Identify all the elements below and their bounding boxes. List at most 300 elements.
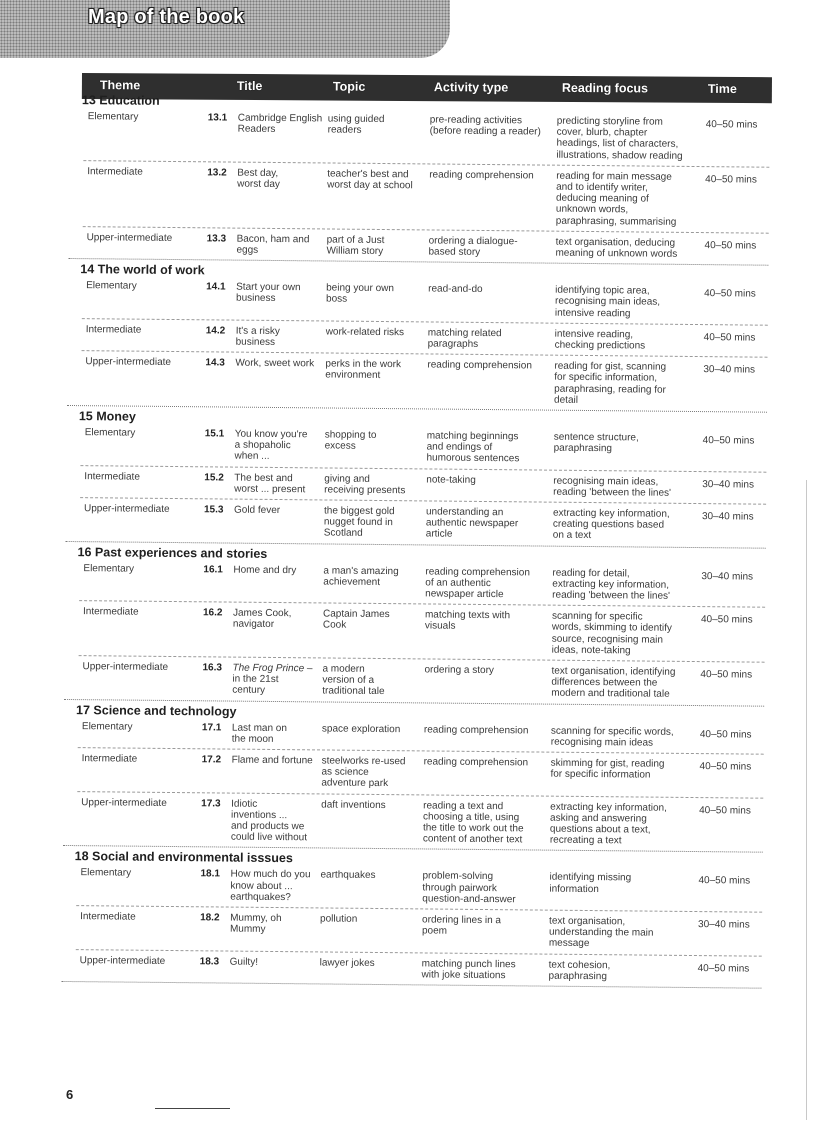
row-focus-line: paraphrasing, reading for — [554, 383, 666, 396]
row-activity — [421, 958, 547, 982]
row-activity — [422, 871, 548, 906]
row-title-line: How much do you — [230, 868, 311, 881]
row-activity-line: note-taking — [426, 474, 476, 486]
row-focus-line: checking predictions — [554, 339, 646, 352]
row-topic-line: receiving presents — [324, 484, 406, 497]
row-activity-line: problem-solving — [422, 870, 494, 883]
row-number: 18.1 — [200, 868, 221, 880]
row-activity-line: matching texts with — [424, 609, 511, 622]
row-time: 30–40 mins — [703, 364, 756, 376]
row-time: 40–50 mins — [703, 331, 756, 344]
row-reading-focus — [552, 567, 702, 602]
row-reading-focus — [555, 236, 705, 260]
row-number: 14.1 — [206, 281, 226, 293]
row-level: Upper-intermediate — [83, 503, 170, 515]
row-title — [230, 869, 322, 903]
row-time: 40–50 mins — [702, 435, 755, 447]
row-number: 18.2 — [200, 912, 220, 924]
row-focus-line: text organisation, — [549, 915, 626, 928]
row-activity — [425, 610, 551, 634]
row-title — [234, 429, 326, 463]
row-number: 14.2 — [205, 325, 226, 337]
row-topic-line: as science — [321, 766, 369, 779]
row-number: 16.2 — [202, 607, 223, 619]
row-focus-line: message — [548, 938, 590, 950]
unit-heading: 15 Money — [78, 409, 136, 424]
row-title — [236, 282, 328, 305]
row-number: 17.1 — [201, 721, 222, 734]
row-focus-line: paraphrasing, summarising — [555, 215, 677, 228]
row-focus-line: cover, blurb, chapter — [556, 126, 648, 139]
footer-rule — [155, 1108, 230, 1109]
row-focus-line: unknown words, — [555, 204, 629, 216]
row-focus-line: scanning for specific — [551, 610, 643, 623]
row-activity-line: matching related — [427, 327, 502, 339]
row-focus-line: extracting key information, — [552, 578, 670, 591]
row-topic-line: nugget found in — [323, 516, 393, 529]
row-activity-line: humorous sentences — [426, 452, 520, 465]
row-focus-line: headings, list of characters, — [556, 138, 679, 151]
row-number: 17.3 — [201, 797, 221, 810]
row-title-line: the moon — [231, 733, 274, 745]
row-title — [235, 358, 327, 370]
column-header-title: Title — [236, 78, 263, 94]
row-time: 40–50 mins — [698, 875, 751, 887]
row-level: Upper-intermediate — [85, 356, 172, 369]
row-reading-focus — [556, 116, 706, 162]
row-focus-line: extracting key information, — [552, 507, 670, 520]
row-level: Elementary — [84, 427, 136, 439]
row-title — [234, 472, 326, 495]
row-level: Intermediate — [82, 606, 139, 618]
row-focus-line: meaning of unknown words — [555, 247, 678, 260]
row-title-line: Home and dry — [233, 564, 297, 576]
row-focus-line: differences between the — [551, 676, 658, 689]
row-focus-line: extracting key information, — [550, 801, 667, 814]
row-focus-line: illustrations, shadow reading — [556, 149, 683, 162]
row-number: 16.3 — [202, 662, 223, 674]
row-topic — [323, 565, 423, 588]
map-table — [61, 93, 775, 1075]
row-number: 14.3 — [205, 357, 225, 369]
row-activity-line: ordering a dialogue- — [428, 235, 518, 248]
row-topic-line: perks in the work — [325, 358, 402, 371]
row-title-line: The best and — [234, 472, 293, 484]
row-activity — [423, 800, 549, 846]
row-topic — [324, 473, 424, 496]
row-title — [230, 956, 322, 968]
row-time: 40–50 mins — [699, 761, 752, 773]
row-time: 30–40 mins — [697, 919, 750, 931]
row-activity — [422, 914, 548, 938]
unit-heading: 14 The world of work — [80, 262, 205, 278]
row-title-line: Readers — [237, 123, 276, 136]
row-reading-focus — [555, 285, 705, 320]
row-activity-line: content of another text — [422, 833, 523, 846]
row-activity — [424, 724, 550, 736]
row-reading-focus — [556, 170, 707, 227]
row-topic — [323, 609, 423, 632]
row-reading-focus — [551, 666, 701, 701]
row-topic — [320, 870, 420, 882]
row-level: Elementary — [83, 562, 135, 575]
row-number: 13.2 — [207, 167, 227, 179]
row-title-line: know about ... — [230, 880, 293, 892]
row-activity-line: the title to work out the — [422, 822, 524, 835]
row-title — [236, 233, 328, 256]
row-topic-line: achievement — [323, 576, 381, 588]
row-title-line: and products we — [230, 820, 305, 833]
row-activity-line: choosing a title, using — [423, 811, 520, 824]
row-activity — [428, 235, 554, 259]
row-activity — [425, 566, 551, 601]
unit-heading: 17 Science and technology — [76, 702, 237, 719]
row-title-line: business — [235, 336, 276, 348]
row-title-line: century — [232, 684, 266, 697]
column-header-reading-focus: Reading focus — [561, 80, 649, 96]
row-activity-line: poem — [421, 925, 448, 937]
row-title-line: eggs — [236, 244, 259, 256]
row-activity-line: of an authentic — [425, 577, 491, 589]
row-topic-line: adventure park — [321, 777, 389, 790]
row-title-line: Guilty! — [229, 956, 259, 968]
row-reading-focus — [552, 611, 702, 657]
row-focus-line: reading 'between the lines' — [552, 589, 671, 602]
row-title-line: Gold fever — [233, 504, 281, 517]
row-activity-line: authentic newspaper — [425, 517, 519, 530]
row-topic — [320, 913, 420, 925]
row-focus-line: for specific information, — [554, 372, 658, 385]
row-activity-line: based story — [428, 246, 481, 258]
row-activity-line: matching punch lines — [421, 958, 516, 970]
row-focus-line: text organisation, deducing — [555, 236, 676, 249]
row-title-line: Bacon, ham and — [236, 233, 310, 246]
row-number: 13.3 — [206, 233, 227, 245]
row-focus-line: source, recognising main — [551, 633, 664, 646]
row-topic-line: Cook — [322, 619, 347, 632]
row-level: Intermediate — [84, 470, 140, 483]
row-topic-line: worst day at school — [327, 179, 413, 192]
row-time: 40–50 mins — [704, 288, 756, 300]
row-topic-line: daft inventions — [321, 799, 386, 811]
row-topic — [326, 326, 426, 338]
row-focus-line: reading for detail, — [552, 567, 630, 579]
row-focus-line: recognising main ideas, — [554, 296, 661, 309]
row-number: 15.3 — [203, 504, 224, 516]
row-focus-line: detail — [554, 394, 579, 406]
column-header-time: Time — [707, 81, 737, 97]
row-reading-focus — [549, 872, 699, 896]
row-focus-line: understanding the main — [548, 926, 654, 939]
row-level: Elementary — [80, 867, 132, 880]
row-level: Upper-intermediate — [82, 661, 169, 673]
row-activity — [424, 664, 550, 676]
row-topic-line: pollution — [320, 913, 358, 925]
row-topic — [321, 799, 421, 811]
row-focus-line: and to identify writer, — [556, 181, 648, 194]
row-title-line: in the 21st — [232, 673, 279, 686]
row-time: 40–50 mins — [697, 962, 750, 975]
row-level: Elementary — [81, 720, 133, 733]
row-activity — [427, 360, 553, 372]
row-level: Elementary — [86, 280, 137, 292]
row-title — [237, 167, 329, 190]
row-topic-line: version of a — [322, 674, 375, 687]
row-focus-line: reading 'between the lines' — [553, 486, 672, 499]
row-level: Intermediate — [80, 911, 136, 923]
row-focus-line: text cohesion, — [548, 959, 611, 971]
row-focus-line: questions about a text, — [549, 823, 651, 836]
row-title-line: You know you're — [234, 428, 308, 441]
page-edge-line — [806, 480, 807, 1120]
row-topic-line: work-related risks — [325, 326, 405, 339]
row-topic — [326, 283, 426, 306]
row-level: Elementary — [87, 111, 139, 123]
row-activity — [428, 327, 554, 351]
row-topic — [325, 359, 425, 382]
row-activity — [428, 284, 554, 296]
row-time: 40–50 mins — [700, 669, 753, 681]
row-title-line: business — [235, 292, 276, 305]
row-activity-line: pre-reading activities — [429, 114, 523, 127]
row-title-line: Mummy — [229, 923, 266, 936]
row-activity-line: (before reading a reader) — [429, 125, 541, 138]
row-level: Upper-intermediate — [86, 231, 173, 244]
row-topic-line: Scotland — [323, 527, 363, 540]
row-title-line: could live without — [230, 831, 308, 844]
row-focus-line: for specific information — [550, 768, 651, 781]
row-activity-line: ordering a story — [424, 664, 495, 677]
row-topic-line: excess — [324, 440, 356, 452]
row-focus-line: creating questions based — [552, 518, 665, 531]
column-header-topic: Topic — [332, 79, 366, 94]
row-level: Intermediate — [87, 165, 143, 178]
row-topic-line: shopping to — [324, 429, 377, 441]
row-title-line: Last man on — [231, 722, 288, 734]
row-activity-line: matching beginnings — [426, 430, 519, 443]
page-banner — [0, 0, 450, 58]
row-focus-line: identifying topic area, — [555, 284, 650, 297]
row-topic-line: a modern — [322, 663, 365, 675]
row-activity-line: with joke situations — [421, 969, 506, 982]
row-topic-line: Captain James — [322, 608, 390, 621]
row-focus-line: skimming for gist, reading — [550, 757, 665, 770]
column-header-theme: Theme — [99, 78, 141, 93]
row-activity — [424, 756, 550, 768]
row-topic-line: boss — [325, 293, 348, 306]
row-title-line: Work, sweet work — [235, 357, 315, 370]
row-focus-line: information — [549, 883, 599, 895]
row-topic-line: lawyer jokes — [319, 957, 375, 969]
row-focus-line: ideas, note-taking — [551, 644, 631, 657]
row-number: 16.1 — [203, 563, 223, 576]
row-time: 40–50 mins — [699, 728, 752, 741]
row-title — [233, 608, 325, 631]
row-focus-line: text organisation, identifying — [551, 665, 676, 678]
row-focus-line: scanning for specific words, — [550, 725, 674, 738]
row-topic-line: part of a Just — [326, 234, 385, 246]
row-topic — [324, 505, 424, 540]
row-title-line: Idiotic — [231, 798, 258, 810]
row-topic-line: being your own — [326, 282, 395, 295]
banner-title: Map of the book — [88, 6, 245, 28]
row-title — [234, 505, 326, 517]
row-reading-focus — [550, 758, 700, 782]
row-title — [233, 564, 325, 576]
unit-heading: 18 Social and environmental isssues — [74, 849, 293, 866]
row-activity-line: reading comprehension — [423, 724, 529, 737]
row-topic-line: steelworks re-used — [321, 755, 406, 768]
row-time: 40–50 mins — [705, 173, 757, 186]
row-reading-focus — [551, 725, 701, 749]
row-focus-line: paraphrasing — [553, 442, 613, 455]
row-title-line: when ... — [234, 451, 270, 463]
unit-heading: 16 Past experiences and stories — [77, 544, 268, 561]
row-reading-focus — [549, 916, 699, 951]
row-topic — [328, 113, 428, 136]
row-focus-line: recognising main ideas, — [553, 475, 659, 488]
row-activity — [426, 430, 552, 465]
row-topic-line: giving and — [324, 473, 370, 485]
row-time: 40–50 mins — [705, 119, 758, 131]
row-focus-line: recognising main ideas — [550, 736, 654, 749]
row-reading-focus — [550, 801, 700, 847]
row-topic-line: teacher's best and — [327, 168, 409, 181]
row-title-line: James Cook, — [232, 607, 292, 620]
column-header-activity-type: Activity type — [433, 80, 509, 95]
row-title-line: It's a risky — [235, 325, 280, 337]
row-title-line: navigator — [232, 618, 275, 631]
row-reading-focus — [554, 361, 704, 407]
row-activity-line: through pairwork — [422, 882, 497, 894]
row-topic-line: William story — [326, 245, 384, 258]
row-title-line: Mummy, oh — [230, 912, 282, 925]
row-focus-line: reading for gist, scanning — [554, 360, 667, 373]
row-focus-line: asking and answering — [550, 812, 647, 825]
row-topic — [326, 234, 426, 257]
row-topic-line: traditional tale — [322, 685, 385, 698]
row-title-line: Flame and fortune — [231, 754, 313, 767]
row-activity-line: reading comprehension — [429, 169, 534, 182]
row-title-line: worst ... present — [234, 483, 306, 496]
row-title-line: Best day, — [237, 167, 279, 179]
row-title — [232, 755, 324, 767]
page-number: 6 — [66, 1087, 74, 1102]
row-focus-line: identifying missing — [549, 872, 632, 884]
row-reading-focus — [555, 328, 705, 352]
row-reading-focus — [548, 959, 698, 983]
row-topic — [327, 168, 427, 191]
row-focus-line: on a text — [552, 530, 592, 542]
row-reading-focus — [553, 475, 703, 499]
row-focus-line: predicting storyline from — [556, 115, 663, 128]
row-activity-line: and endings of — [426, 441, 493, 454]
row-title — [232, 663, 324, 697]
row-level: Intermediate — [81, 753, 138, 765]
row-activity-line: ordering lines in a — [422, 914, 502, 927]
row-activity — [426, 474, 552, 486]
row-activity — [429, 169, 555, 181]
row-level: Intermediate — [85, 323, 142, 336]
row-activity-line: understanding an — [425, 506, 504, 519]
row-title-line: inventions ... — [231, 809, 288, 821]
row-topic-line: readers — [327, 124, 362, 137]
row-focus-line: sentence structure, — [553, 431, 639, 444]
row-title-line: earthquakes? — [230, 891, 291, 903]
row-topic — [320, 957, 420, 969]
row-number: 15.2 — [204, 471, 224, 484]
row-title — [238, 113, 330, 136]
row-time: 30–40 mins — [702, 478, 755, 491]
row-focus-line: reading for main message — [556, 170, 672, 183]
row-topic-line: space exploration — [321, 723, 401, 735]
row-title-line: Cambridge English — [237, 112, 323, 125]
row-topic-line: a man's amazing — [323, 565, 399, 577]
row-activity-line: reading a text and — [423, 800, 504, 812]
row-level: Upper-intermediate — [81, 796, 167, 809]
row-time: 40–50 mins — [699, 804, 751, 817]
row-reading-focus — [554, 432, 704, 456]
row-topic-line: environment — [325, 369, 381, 382]
row-title — [231, 798, 323, 844]
row-focus-line: modern and traditional tale — [551, 688, 670, 701]
row-focus-line: deducing meaning of — [555, 192, 649, 205]
row-title — [232, 722, 324, 745]
row-number: 15.1 — [204, 428, 225, 440]
row-activity-line: read-and-do — [428, 283, 483, 296]
row-time: 40–50 mins — [704, 239, 757, 252]
row-title-line: Start your own — [236, 281, 301, 294]
row-time: 40–50 mins — [700, 614, 753, 626]
row-time: 30–40 mins — [701, 511, 754, 523]
row-number: 13.1 — [207, 112, 228, 124]
row-activity-line: article — [425, 528, 453, 541]
row-focus-line: recreating a text — [549, 834, 622, 847]
row-title-line: worst day — [237, 178, 280, 191]
row-title-line: a shopaholic — [234, 439, 291, 452]
row-level: Upper-intermediate — [79, 954, 166, 967]
row-topic — [321, 755, 421, 790]
row-number: 18.3 — [199, 955, 220, 968]
row-number: 17.2 — [201, 754, 222, 766]
row-activity — [430, 114, 556, 138]
row-focus-line: intensive reading, — [554, 328, 634, 341]
row-focus-line: paraphrasing — [548, 970, 607, 982]
row-activity-line: newspaper article — [425, 588, 504, 601]
row-topic-line: using guided — [327, 113, 385, 126]
row-activity — [426, 506, 552, 541]
row-activity-line: reading comprehension — [423, 756, 529, 769]
unit-heading: 13 Education — [81, 93, 160, 108]
row-activity-line: reading comprehension — [425, 566, 530, 579]
row-title — [230, 913, 322, 936]
row-activity-line: paragraphs — [427, 338, 479, 350]
row-topic — [325, 429, 425, 452]
row-focus-line: words, skimming to identify — [551, 622, 672, 635]
row-reading-focus — [553, 508, 703, 543]
row-activity-line: visuals — [424, 620, 456, 633]
row-activity-line: question-and-answer — [422, 893, 516, 906]
row-activity-line: reading comprehension — [427, 359, 532, 372]
row-topic-line: the biggest gold — [323, 505, 395, 518]
row-time: 30–40 mins — [701, 570, 754, 583]
row-topic — [322, 723, 422, 735]
row-topic — [322, 663, 422, 698]
row-title-line: The Frog Prince – — [232, 662, 313, 675]
row-topic-line: earthquakes — [320, 869, 376, 882]
row-focus-line: intensive reading — [554, 307, 631, 319]
row-title — [236, 325, 328, 348]
